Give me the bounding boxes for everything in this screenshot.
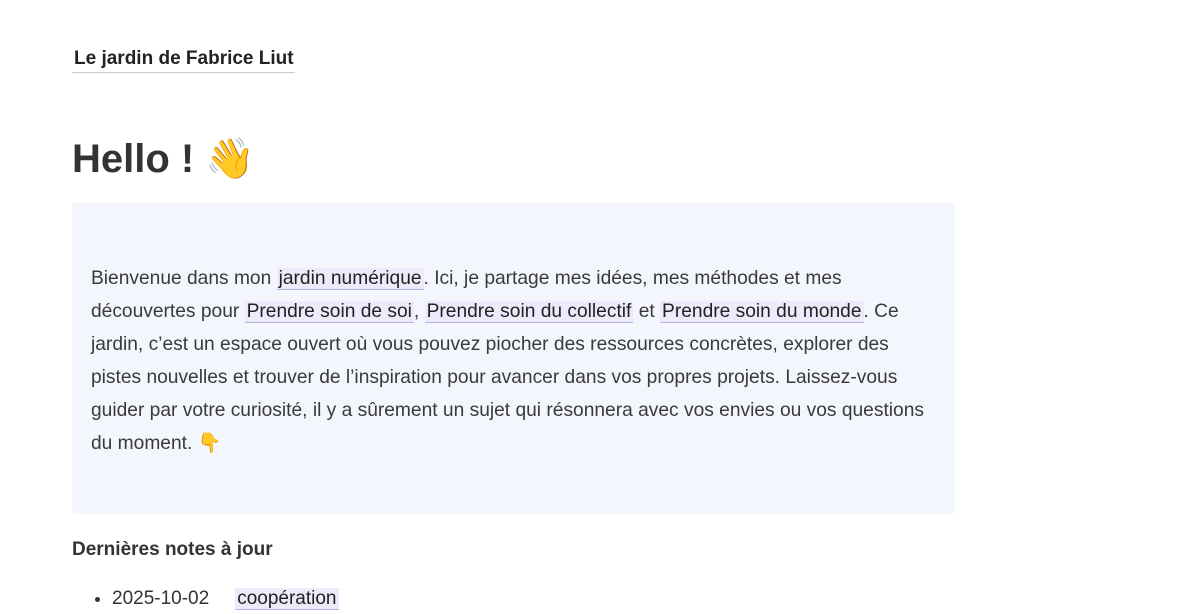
list-item: [112, 584, 339, 614]
intro-text-1: Bienvenue dans mon: [91, 268, 277, 289]
intro-text-4: et: [633, 301, 661, 322]
site-title-link[interactable]: Le jardin de Fabrice Liut: [72, 47, 295, 73]
latest-notes-list: [72, 584, 339, 614]
intro-callout: [72, 203, 955, 514]
intro-paragraph: [91, 262, 936, 460]
latest-notes-heading: Dernières notes à jour: [72, 539, 273, 560]
intro-text-3: ,: [413, 301, 425, 322]
intro-text-2: . Ici, je partage mes idées, mes méthodes et mes découvertes pour: [91, 268, 842, 322]
note-link[interactable]: coopération: [237, 588, 337, 609]
waving-hand-icon: 👋: [205, 137, 256, 181]
page-title: [72, 133, 255, 185]
page-title-text: Hello !: [72, 137, 195, 181]
jardin-numerique-link[interactable]: jardin numérique: [278, 268, 422, 289]
prendre-soin-du-collectif-link[interactable]: Prendre soin du collectif: [426, 301, 632, 322]
prendre-soin-du-monde-link[interactable]: Prendre soin du monde: [662, 301, 862, 322]
prendre-soin-de-soi-link[interactable]: Prendre soin de soi: [246, 301, 412, 322]
intro-text-5: . Ce jardin, c’est un espace ouvert où vous pouvez piocher des ressources concrètes, explorer des pistes nouvelles et trouver de l’inspiration pour avancer dans vos propres projets. Laissez-vous guider par votre curiosité, il y a sûrement un sujet qui résonnera avec vos envies ou vos questions du moment.: [91, 301, 924, 454]
pointing-down-icon: 👇: [197, 433, 222, 454]
note-date: 2025-10-02: [112, 588, 210, 609]
